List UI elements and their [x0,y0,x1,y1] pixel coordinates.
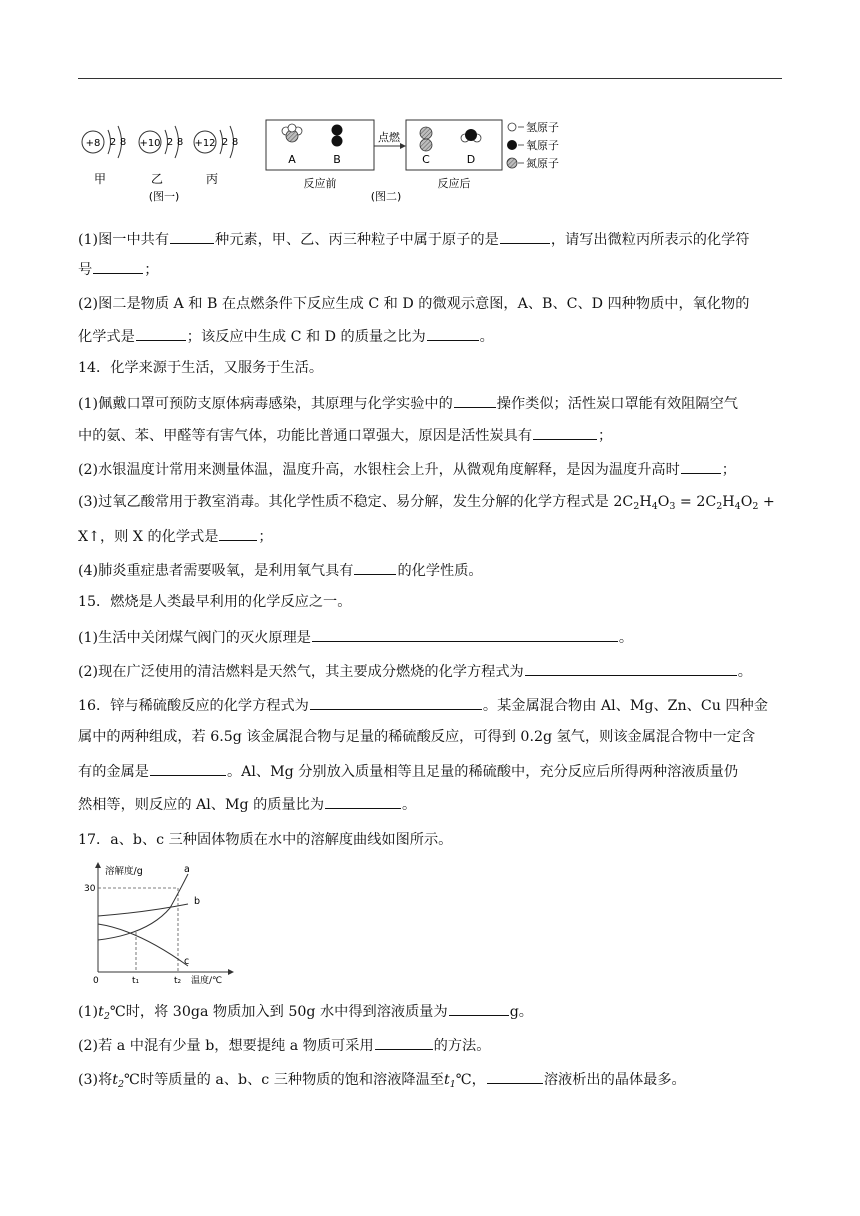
answer-blank[interactable] [150,760,226,776]
t1-symbol: $t_1$ [444,1072,456,1090]
after-caption: 反应后 [437,177,471,190]
t2-symbol: $t_2$ [98,1004,110,1022]
answer-blank[interactable] [310,694,482,710]
decomposition-equation: $2C_2H_4O_3 = 2C_2H_4O_2$ + [613,494,775,512]
answer-blank[interactable] [427,325,479,341]
answer-blank[interactable] [93,258,143,274]
q17-stem: 17．a、b、c 三种固体物质在水中的溶解度曲线如图所示。 [78,832,453,848]
y-tick-30: 30 [84,884,96,894]
q17-part2: (2)若 a 中混有少量 b，想要提纯 a 物质可采用 的方法。 [78,1034,784,1056]
curve-label-b: b [194,896,201,907]
label-c: C [422,153,430,166]
atom-name: 丙 [205,172,219,186]
answer-blank[interactable] [454,392,496,408]
molecule-c [420,127,432,151]
curve-b [98,904,188,916]
molecule-a [282,124,302,142]
answer-blank[interactable] [170,228,214,244]
q13-part1-line2: 号 ； [78,258,784,280]
label-a: A [288,153,296,166]
q14-part3-line1: (3)过氧乙酸常用于教室消毒。其化学性质不稳定、易分解，发生分解的化学方程式是 $2C_2H_4O_3 = 2C_2H_4O_2$ + [78,494,775,512]
x-tick-t2: t₂ [174,976,182,986]
answer-blank[interactable] [681,458,721,474]
shell-count: 8 [119,137,127,148]
legend-hydrogen: 氢原子 [526,121,559,134]
figure-1-atom-structures [78,114,248,206]
q16-line4: 然相等，则反应的 Al、Mg 的质量比为 。 [78,793,784,815]
legend [507,120,559,170]
svg-text:8: 8 [176,137,184,148]
molecule-b [332,125,343,147]
q16-line1: 16．锌与稀硫酸反应的化学方程式为 。某金属混合物由 Al、Mg、Zn、Cu 四种金 [78,694,784,716]
atom-diagram-yi [139,126,183,186]
nucleus-label: +8 [85,138,101,149]
nucleus-label: +12 [194,138,216,149]
answer-blank[interactable] [375,1034,433,1050]
answer-blank[interactable] [525,660,737,676]
curve-label-c: c [184,956,190,967]
reaction-before-box [266,120,374,170]
q16-line3: 有的金属是 。Al、Mg 分别放入质量相等且足量的稀硫酸中，充分反应后所得两种溶液质量仍 [78,760,784,782]
label-d: D [466,153,476,166]
origin-label: 0 [93,976,99,986]
answer-blank[interactable] [533,424,597,440]
atom-name: 甲 [93,172,107,186]
answer-blank[interactable] [136,325,186,341]
label-b: B [333,153,341,166]
atom-diagram-jia [82,126,126,186]
atom-diagram-bing [194,126,238,186]
q14-stem: 14．化学来源于生活，又服务于生活。 [78,360,324,376]
y-axis-label: 溶解度/g [105,866,143,877]
nucleus-label: +10 [139,138,161,149]
curve-c [98,924,188,966]
answer-blank[interactable] [325,793,401,809]
svg-text:2: 2 [166,137,174,148]
figure-1-caption: (图一) [148,190,180,203]
shell-count: 2 [109,137,117,148]
q13-part1-line1: (1)图一中共有 种元素，甲、乙、丙三种粒子中属于原子的是 ，请写出微粒丙所表示的化学符 [78,228,784,250]
q13-part2-line1: (2)图二是物质 A 和 B 在点燃条件下反应生成 C 和 D 的微观示意图，A、B、C、D 四种物质中，氧化物的 [78,296,750,312]
q14-part2: (2)水银温度计常用来测量体温，温度升高，水银柱会上升，从微观角度解释，是因为温度升高时 ； [78,458,784,480]
x-tick-t1: t₁ [132,976,140,986]
q17-part1: $(1)t_2℃$时，将 30ga 物质加入到 50g 水中得到溶液质量为 g。 [78,1000,784,1027]
svg-text:8: 8 [231,137,239,148]
q15-part2: (2)现在广泛使用的清洁燃料是天然气，其主要成分燃烧的化学方程式为 。 [78,660,784,682]
answer-blank[interactable] [487,1068,543,1084]
figure-2-caption: (图二) [370,190,402,203]
header-rule [78,78,782,79]
svg-text:2: 2 [221,137,229,148]
curve-label-a: a [184,864,190,875]
q16-line2: 属中的两种组成，若 6.5g 该金属混合物与足量的稀硫酸反应，可得到 0.2g 氢气，则该金属混合物中一定含 [78,729,756,745]
answer-blank[interactable] [500,228,550,244]
legend-oxygen: 氧原子 [526,139,559,152]
q17-part3: (3)将$t_2℃$时等质量的 a、b、c 三种物质的饱和溶液降温至$t_1℃$， 溶液析出的晶体最多。 [78,1068,784,1095]
q15-part1: (1)生活中关闭煤气阀门的灭火原理是 。 [78,626,784,648]
q14-part3-line2: X↑，则 X 的化学式是 ； [78,525,784,547]
answer-blank[interactable] [449,1000,509,1016]
q14-part1-line2: 中的氨、苯、甲醛等有害气体，功能比普通口罩强大，原因是活性炭具有 ； [78,424,784,446]
before-caption: 反应前 [303,177,337,190]
figure-2-reaction-diagram [262,114,602,206]
answer-blank[interactable] [312,626,618,642]
t2-symbol: $t_2$ [112,1072,125,1090]
q13-part2-line2: 化学式是 ；该反应中生成 C 和 D 的质量之比为 。 [78,325,784,347]
q15-stem: 15．燃烧是人类最早利用的化学反应之一。 [78,594,352,610]
molecule-d [461,129,481,142]
solubility-curve-chart [78,860,248,986]
answer-blank[interactable] [354,559,396,575]
arrow-label: 点燃 [378,131,400,144]
q14-part1-line1: (1)佩戴口罩可预防支原体病毒感染，其原理与化学实验中的 操作类似；活性炭口罩能有效阻隔空气 [78,392,784,414]
q14-part4: (4)肺炎重症患者需要吸氧，是利用氧气具有 的化学性质。 [78,559,784,581]
legend-nitrogen: 氮原子 [526,157,559,170]
x-axis-label: 温度/℃ [191,976,223,986]
answer-blank[interactable] [219,525,257,541]
atom-name: 乙 [150,172,164,186]
